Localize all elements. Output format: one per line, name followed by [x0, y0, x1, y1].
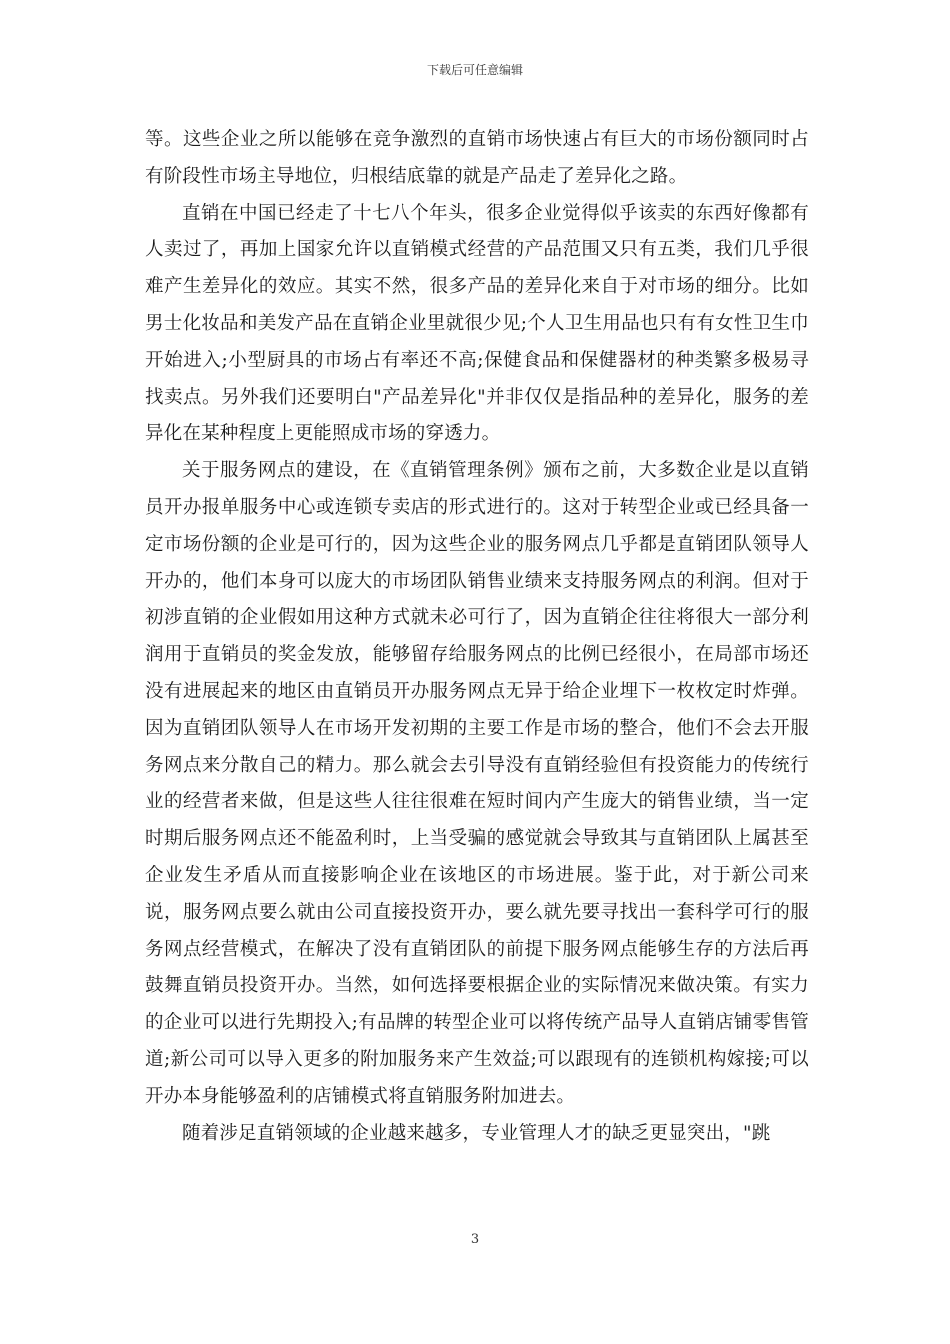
page-number: 3	[470, 1232, 480, 1247]
paragraph-1: 等。这些企业之所以能够在竞争激烈的直销市场快速占有巨大的市场份额同时占有阶段性市场主导地位，归根结底靠的就是产品走了差异化之路。	[145, 129, 809, 187]
paragraph-2: 直销在中国已经走了十七八个年头，很多企业觉得似乎该卖的东西好像都有人卖过了，再加上国家允许以直销模式经营的产品范围又只有五类，我们几乎很难产生差异化的效应。其实不然，很多产品的差异化来自于对市场的细分。比如男士化妆品和美发产品在直销企业里就很少见;个人卫生用品也只有有女性卫生巾开始进入;小型厨具的市场占有率还不高;保健食品和保健器材的种类繁多极易寻找卖点。另外我们还要明白"产品差异化"并非仅仅是指品种的差异化，服务的差异化在某种程度上更能照成市场的穿透力。	[145, 202, 809, 445]
paragraph-3: 关于服务网点的建设，在《直销管理条例》颁布之前，大多数企业是以直销员开办报单服务中心或连锁专卖店的形式进行的。这对于转型企业或已经具备一定市场份额的企业是可行的，因为这些企业的服务网点几乎都是直销团队领导人开办的，他们本身可以庞大的市场团队销售业绩来支持服务网点的利润。但对于初涉直销的企业假如用这种方式就未必可行了，因为直销企往往将很大一部分利润用于直销员的奖金发放，能够留存给服务网点的比例已经很小，在局部市场还没有进展起来的地区由直销员开办服务网点无异于给企业埋下一枚枚定时炸弹。因为直销团队领导人在市场开发初期的主要工作是市场的整合，他们不会去开服务网点来分散自己的精力。那么就会去引导没有直销经验但有投资能力的传统行业的经营者来做，但是这些人往往很难在短时间内产生庞大的销售业绩，当一定时期后服务网点还不能盈利时，上当受骗的感觉就会导致其与直销团队上属甚至企业发生矛盾从而直接影响企业在该地区的市场进展。鉴于此，对于新公司来说，服务网点要么就由公司直接投资开办，要么就先要寻找出一套科学可行的服务网点经营模式，在解决了没有直销团队的前提下服务网点能够生存的方法后再鼓舞直销员投资开办。当然，如何选择要根据企业的实际情况来做决策。有实力的企业可以进行先期投入;有品牌的转型企业可以将传统产品导人直销店铺零售管道;新公司可以导入更多的附加服务来产生效益;可以跟现有的连锁机构嫁接;可以开办本身能够盈利的店铺模式将直销服务附加进去。	[145, 460, 809, 1107]
document-body	[145, 122, 809, 1152]
page-header: 下载后可任意编辑	[426, 63, 523, 77]
paragraph-4: 随着涉足直销领域的企业越来越多，专业管理人才的缺乏更显突出，"跳	[182, 1122, 771, 1144]
